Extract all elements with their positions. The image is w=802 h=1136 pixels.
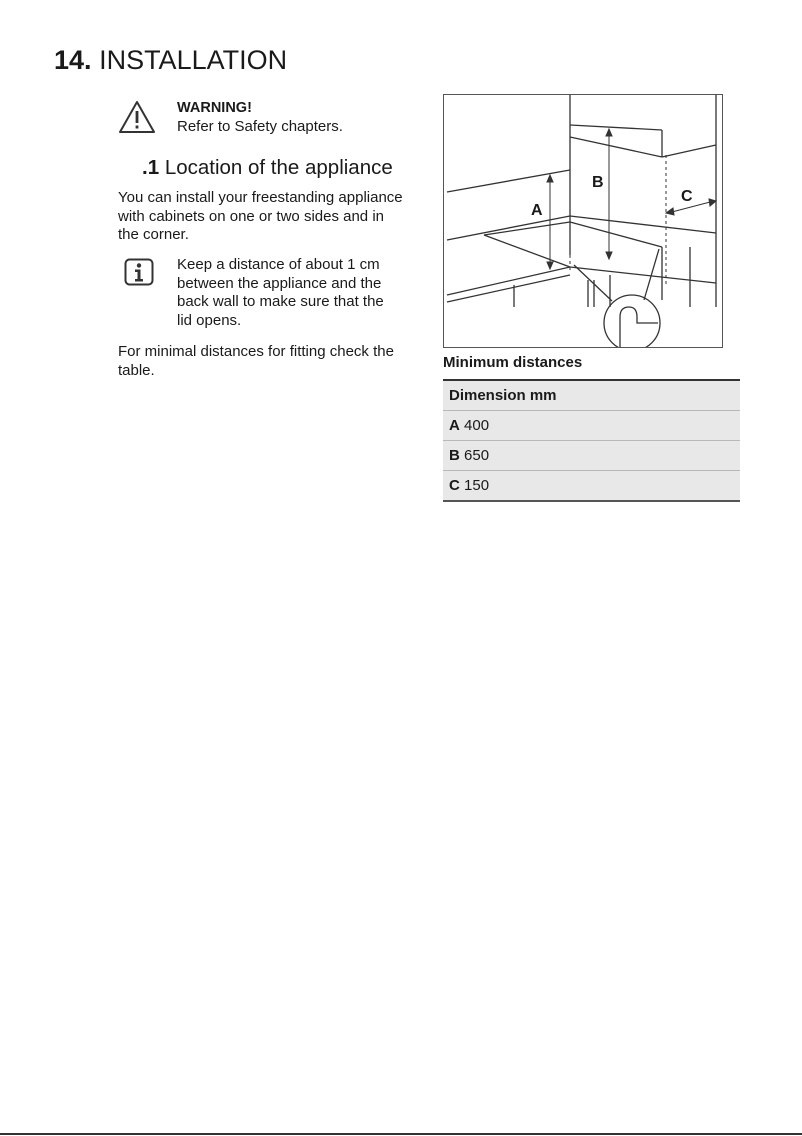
distances-table	[443, 379, 740, 502]
table-row	[443, 471, 740, 502]
table-header-row	[443, 380, 740, 411]
table-cell	[443, 471, 740, 502]
installation-diagram	[444, 95, 722, 347]
subsection-heading	[142, 155, 393, 181]
row-key: A	[449, 417, 460, 434]
subsection-title: Location of the appliance	[164, 156, 393, 179]
intro-paragraph: You can install your freestanding appliance with cabinets on one or two sides and in the corner.	[118, 189, 403, 243]
label-c: C	[681, 188, 693, 205]
row-value: 150	[464, 477, 490, 494]
warning-icon	[118, 100, 156, 134]
table-cell	[443, 411, 740, 441]
installation-figure	[443, 94, 723, 348]
warning-text: Refer to Safety chapters.	[177, 118, 343, 135]
table-cell	[443, 441, 740, 471]
row-value: 650	[464, 447, 490, 464]
row-key: C	[449, 477, 460, 494]
warning-title: WARNING!	[177, 100, 252, 116]
table-row	[443, 411, 740, 441]
section-number: 14.	[54, 45, 92, 75]
section-heading	[54, 44, 287, 76]
label-b: B	[592, 174, 604, 191]
table-caption: Minimum distances	[443, 354, 583, 371]
info-text: Keep a distance of about 1 cm between the appliance and the back wall to make sure that the lid opens.	[177, 256, 384, 329]
section-title: INSTALLATION	[99, 45, 288, 75]
table-header: Dimension mm	[443, 380, 740, 411]
fitting-note: For minimal distances for fitting check the table.	[118, 343, 394, 379]
table-row	[443, 441, 740, 471]
footer-rule	[0, 1133, 802, 1135]
row-key: B	[449, 447, 460, 464]
subsection-number: .1	[142, 156, 160, 179]
label-a: A	[531, 202, 543, 219]
row-value: 400	[464, 417, 490, 434]
info-icon	[124, 258, 154, 286]
